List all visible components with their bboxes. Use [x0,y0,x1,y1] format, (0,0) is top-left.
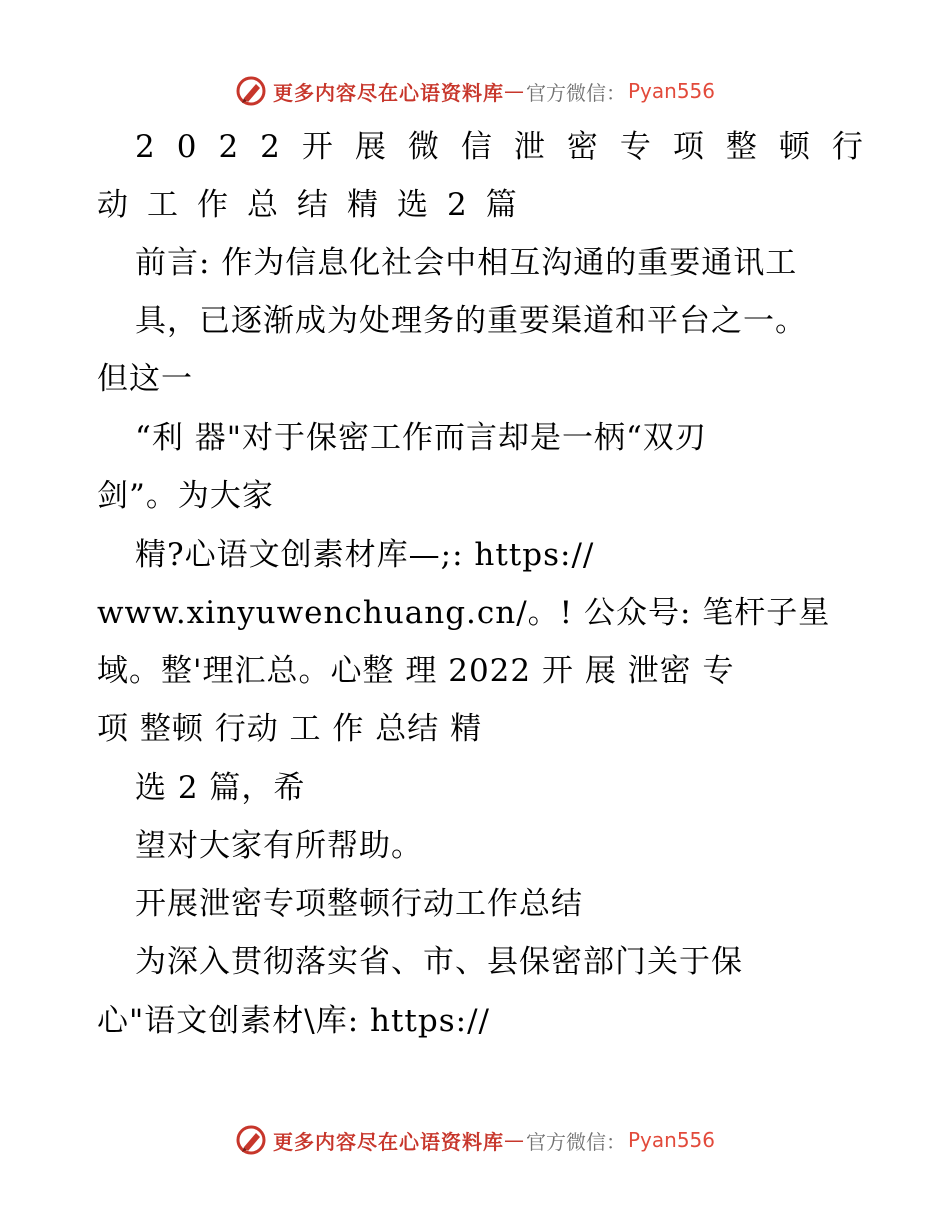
body-line: 但这一 [97,361,193,397]
section-heading: 开展泄密专项整顿行动工作总结 [135,886,583,922]
body-line: 心"语文创素材\库: https:// [97,1003,490,1039]
body-line: 域。整'理汇总。心整 理 2022 开 展 泄密 专 [97,653,735,689]
body-line: 选 2 篇，希 [135,770,306,806]
banner-wechat-handle: Pyan556 [627,1128,715,1152]
body-line: “利 器"对于保密工作而言却是一柄“双刃 [135,420,707,456]
body-line: 项 整顿 行动 工 作 总结 精 [97,711,483,747]
banner-dash: — [503,1128,524,1152]
footer-banner [0,1120,950,1160]
body-line: 精?心语文创素材库—;: https:// [135,537,595,573]
body-line: 剑”。为大家 [97,478,274,514]
header-banner [0,71,950,111]
banner-lead-text: 更多内容尽在心语资料库 [272,80,504,105]
banner-wechat-label: 官方微信： [525,1129,626,1154]
body-line: 具，已逐渐成为处理务的重要渠道和平台之一。 [135,303,807,339]
body-line: 望对大家有所帮助。 [135,828,423,864]
pen-logo-icon [235,75,267,107]
document-title-line-1: 2022开展微信泄密专项整顿行 [135,129,885,165]
banner-wechat-handle: Pyan556 [627,79,715,103]
body-line-url: www.xinyuwenchuang.cn/。! 公众号: 笔杆子星 [97,595,831,631]
banner-dash: — [503,79,524,103]
document-title-line-2: 动工作总结精选2篇 [97,187,536,223]
body-line: 前言: 作为信息化社会中相互沟通的重要通讯工 [135,245,798,281]
banner-lead-text: 更多内容尽在心语资料库 [272,1129,504,1154]
pen-logo-icon [235,1124,267,1156]
banner-wechat-label: 官方微信： [525,80,626,105]
body-line: 为深入贯彻落实省、市、县保密部门关于保 [135,944,743,980]
